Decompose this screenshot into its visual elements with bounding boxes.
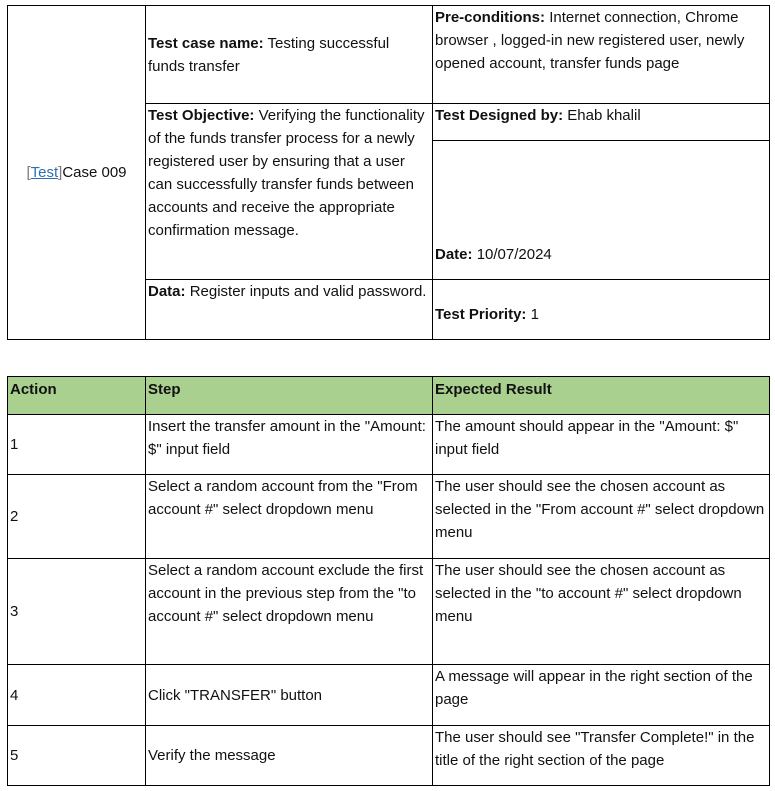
preconditions-label: Pre-conditions:: [435, 9, 546, 26]
test-case-id: Case 009: [62, 164, 127, 181]
test-case-name-value: Testing successful funds transfer: [148, 34, 390, 75]
action-number: 3: [8, 559, 146, 665]
expected-result-text: A message will appear in the right section of the page: [433, 665, 770, 726]
test-steps-table: [7, 376, 770, 786]
step-text: Select a random account exclude the first account in the previous step from the "to account #" select dropdown menu: [146, 559, 433, 665]
date-label: Date:: [435, 246, 473, 263]
header-action: Action: [8, 377, 146, 415]
header-expected-result: Expected Result: [433, 377, 770, 415]
table-row: [8, 559, 770, 665]
expected-result-text: The user should see the chosen account as selected in the "From account #" select dropdown menu: [433, 475, 770, 559]
date-value: 10/07/2024: [476, 246, 552, 263]
expected-result-text: The amount should appear in the "Amount: $" input field: [433, 415, 770, 475]
test-case-info-table: [7, 5, 770, 340]
action-number: 1: [8, 415, 146, 475]
preconditions-value: Internet connection, Chrome browser , logged-in new registered user, newly opened account, transfer funds page: [435, 9, 745, 72]
action-number: 5: [8, 726, 146, 786]
data-label: Data:: [148, 283, 186, 300]
priority-cell: [433, 280, 770, 340]
test-objective-value: Verifying the functionality of the funds transfer process for a newly registered user by ensuring that a user can successfully transfer funds between accounts and receive the appropriate confirmation message.: [148, 107, 425, 239]
test-objective-label: Test Objective:: [148, 107, 255, 124]
date-cell: [433, 141, 770, 280]
header-step: Step: [146, 377, 433, 415]
step-text: Verify the message: [146, 726, 433, 786]
expected-result-text: The user should see the chosen account as selected in the "to account #" select dropdown menu: [433, 559, 770, 665]
table-row: [8, 475, 770, 559]
test-link[interactable]: Test: [30, 164, 59, 181]
priority-value: 1: [530, 306, 539, 323]
test-case-name-label: Test case name:: [148, 34, 264, 52]
step-text: Click "TRANSFER" button: [146, 665, 433, 726]
data-value: Register inputs and valid password.: [189, 283, 427, 300]
test-case-name-cell: [146, 6, 433, 104]
designed-by-value: Ehab khalil: [567, 107, 641, 124]
action-number: 4: [8, 665, 146, 726]
preconditions-cell: [433, 6, 770, 104]
expected-result-text: The user should see "Transfer Complete!" in the title of the right section of the page: [433, 726, 770, 786]
test-case-id-cell: [Test]Case 009: [8, 6, 146, 340]
designed-by-cell: [433, 104, 770, 141]
step-text: Insert the transfer amount in the "Amount: $" input field: [146, 415, 433, 475]
table-row: [8, 726, 770, 786]
designed-by-label: Test Designed by:: [435, 107, 564, 124]
table-row: [8, 415, 770, 475]
table-row: [8, 665, 770, 726]
action-number: 2: [8, 475, 146, 559]
table-header-row: [8, 377, 770, 415]
test-objective-cell: [146, 104, 433, 280]
priority-label: Test Priority:: [435, 306, 527, 323]
data-cell: [146, 280, 433, 340]
step-text: Select a random account from the "From account #" select dropdown menu: [146, 475, 433, 559]
